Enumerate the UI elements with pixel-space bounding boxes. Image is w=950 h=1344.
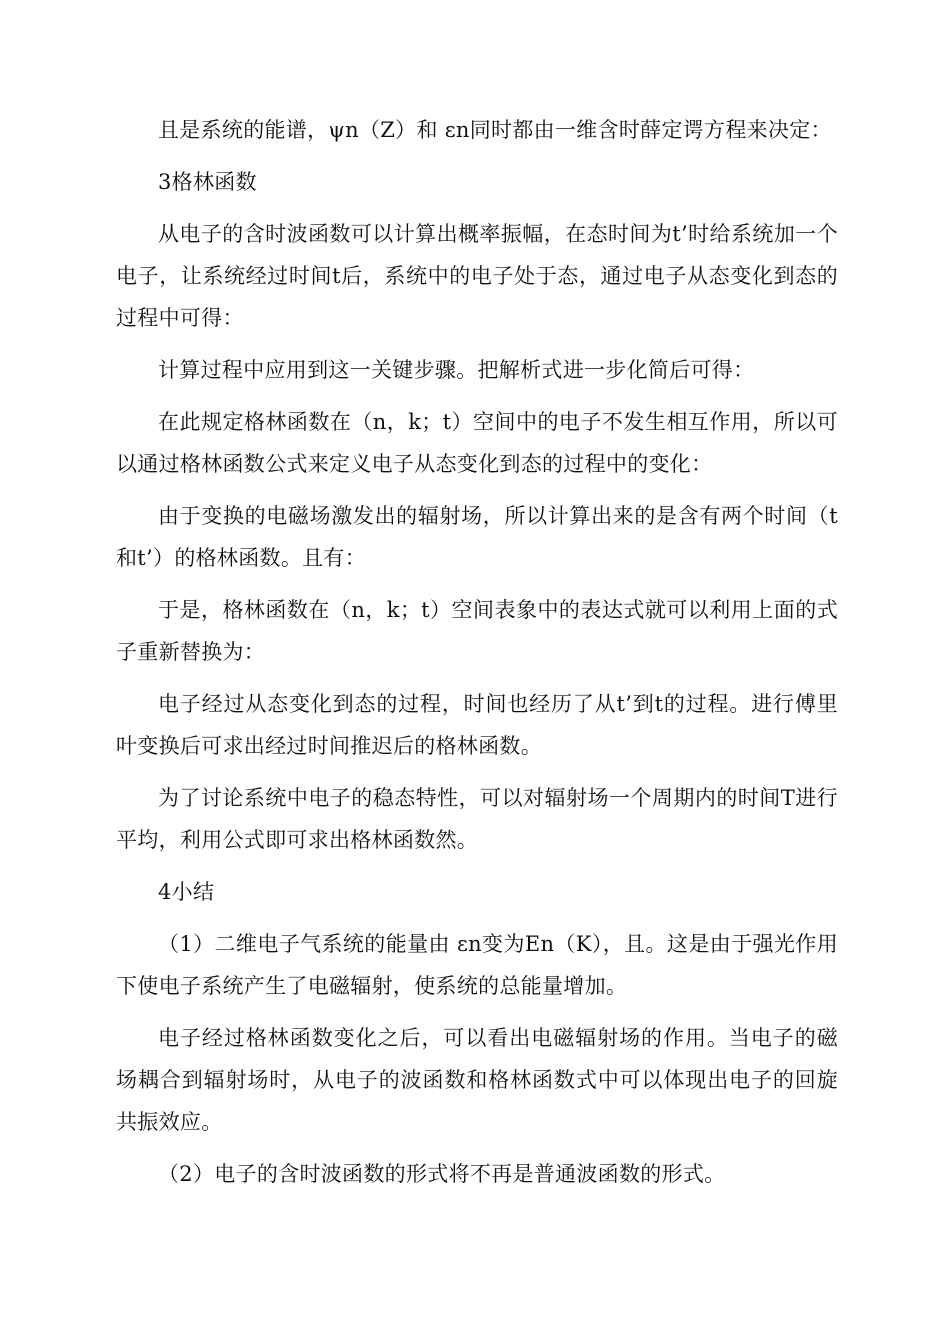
document-body bbox=[116, 109, 838, 1205]
paragraph-probability-amplitude: 从电子的含时波函数可以计算出概率振幅，在态时间为t’时给系统加一个电子，让系统经过时间t后，系统中的电子处于态，通过电子从态变化到态的过程中可得： bbox=[116, 222, 838, 330]
summary-item-2: （2）电子的含时波函数的形式将不再是普通波函数的形式。 bbox=[158, 1162, 726, 1186]
section-heading-summary: 4小结 bbox=[158, 880, 215, 904]
paragraph-radiation-field: 由于变换的电磁场激发出的辐射场，所以计算出来的是含有两个时间（t和t’）的格林函数。且有： bbox=[116, 504, 838, 570]
paragraph-key-step: 计算过程中应用到这一关键步骤。把解析式进一步化简后可得： bbox=[158, 358, 755, 382]
summary-item-1: （1）二维电子气系统的能量由 εn变为En（K），且。这是由于强光作用下使电子系统产生了电磁辐射，使系统的总能量增加。 bbox=[116, 932, 838, 998]
paragraph-fourier-transform: 电子经过从态变化到态的过程，时间也经历了从t’到t的过程。进行傅里叶变换后可求出经过时间推迟后的格林函数。 bbox=[116, 692, 838, 758]
section-heading-green-function: 3格林函数 bbox=[158, 170, 257, 194]
paragraph-representation: 于是，格林函数在（n，k；t）空间表象中的表达式就可以利用上面的式子重新替换为： bbox=[116, 598, 838, 664]
paragraph-energy-spectrum: 且是系统的能谱，ψn（Z）和 εn同时都由一维含时薛定谔方程来决定： bbox=[158, 118, 832, 142]
paragraph-cyclotron-resonance: 电子经过格林函数变化之后，可以看出电磁辐射场的作用。当电子的磁场耦合到辐射场时，从电子的波函数和格林函数式中可以体现出电子的回旋共振效应。 bbox=[116, 1026, 838, 1134]
paragraph-steady-state: 为了讨论系统中电子的稳态特性，可以对辐射场一个周期内的时间T进行平均，利用公式即可求出格林函数然。 bbox=[116, 786, 838, 852]
paragraph-green-function-definition: 在此规定格林函数在（n，k；t）空间中的电子不发生相互作用，所以可以通过格林函数公式来定义电子从态变化到态的过程中的变化： bbox=[116, 410, 838, 476]
